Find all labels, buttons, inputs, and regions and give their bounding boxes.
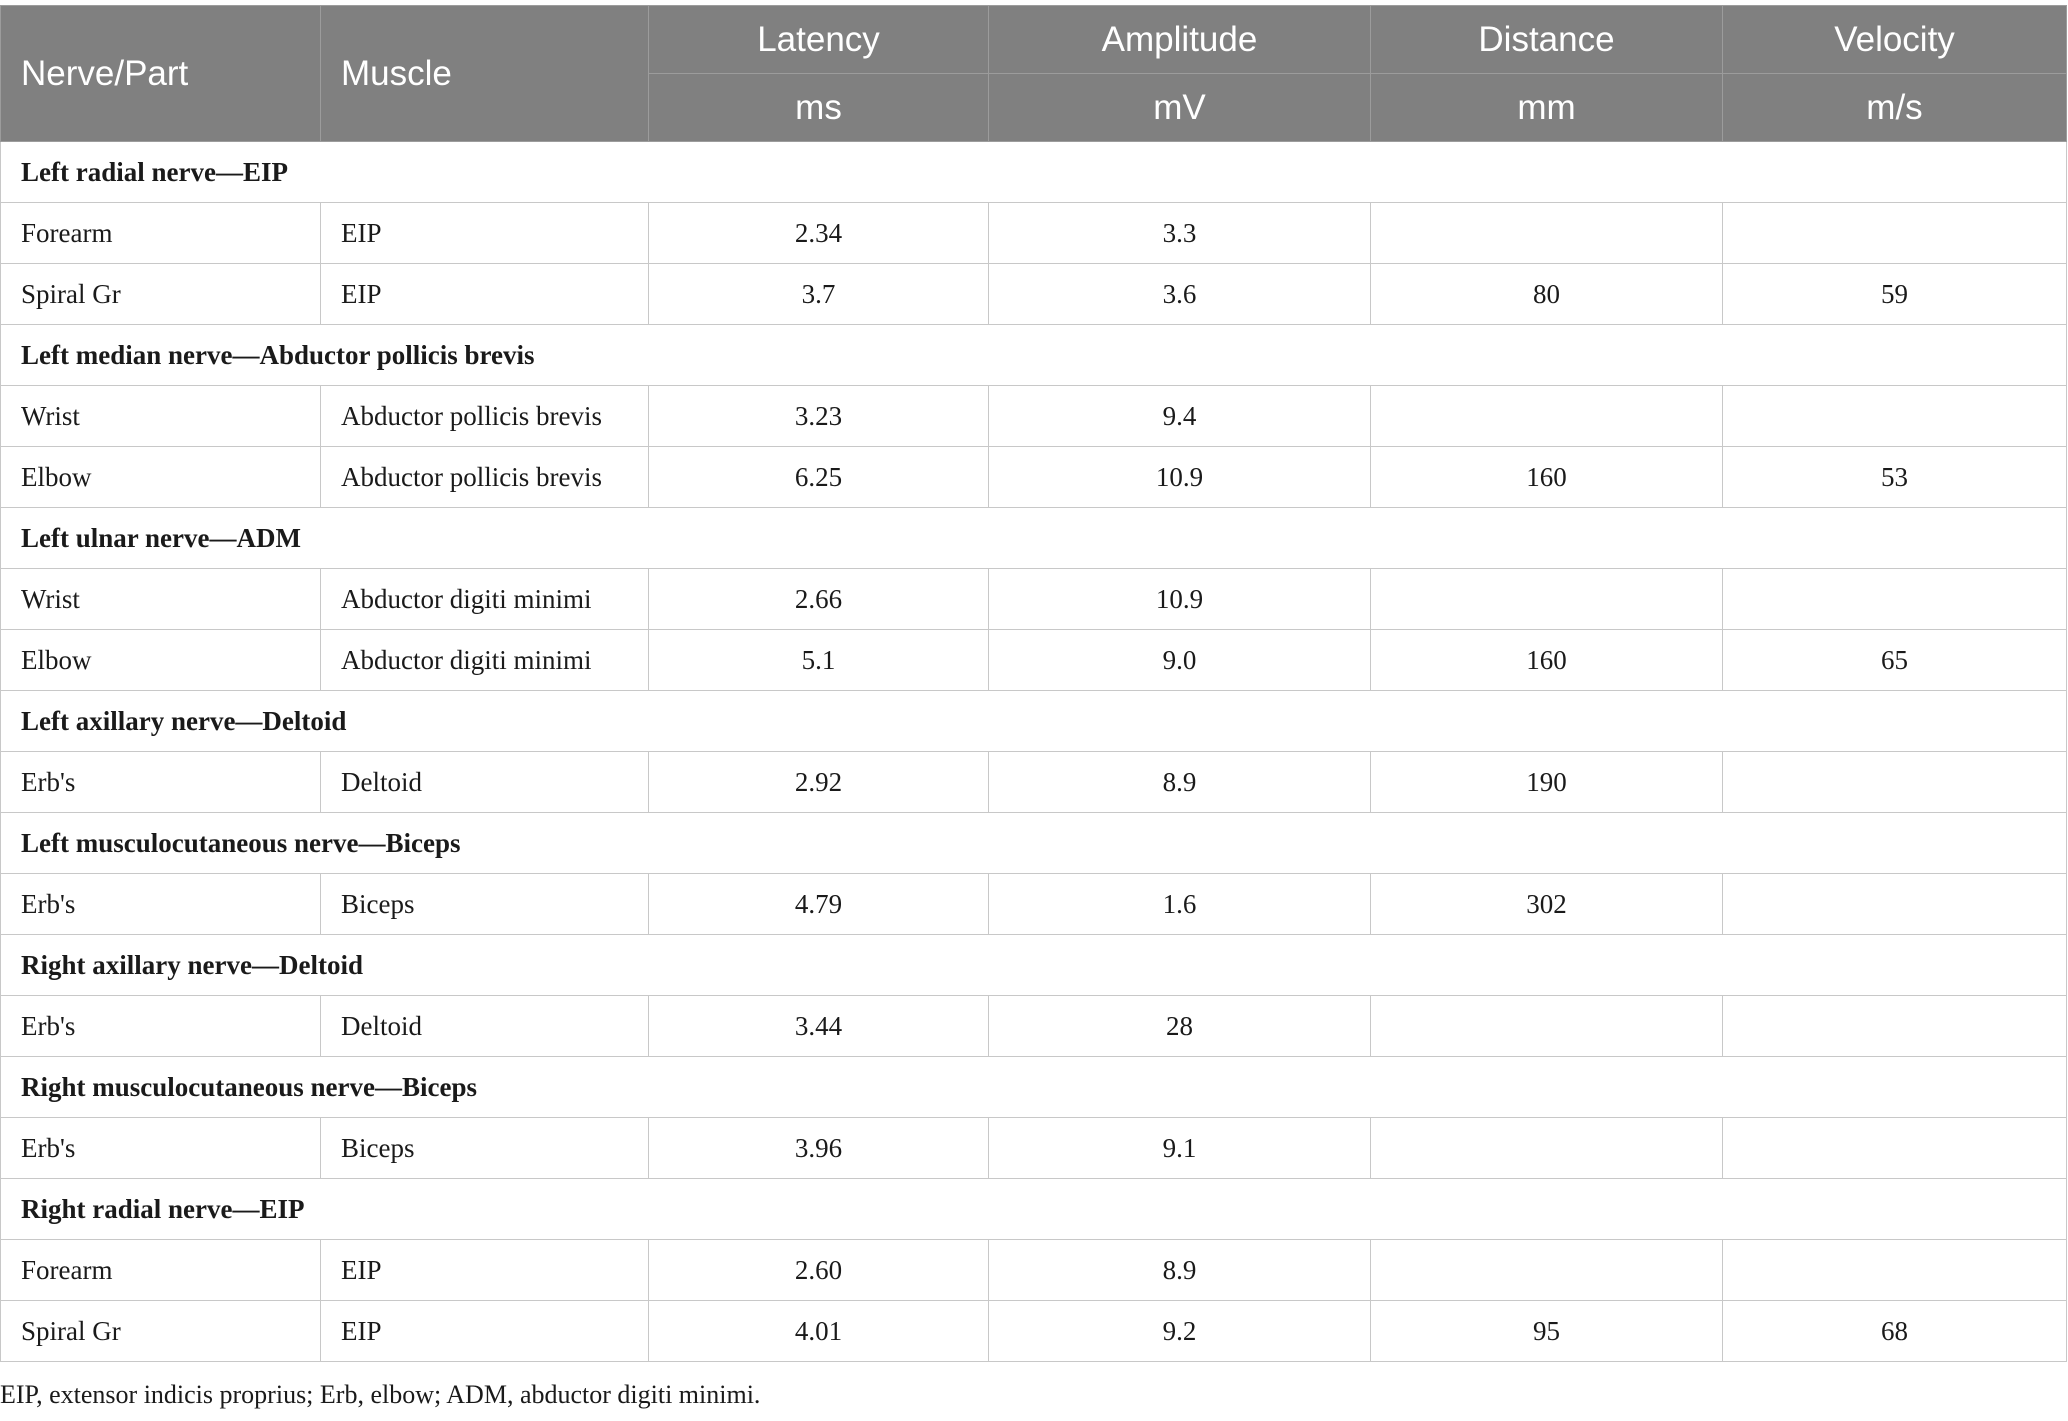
header-muscle: Muscle — [321, 6, 649, 142]
group-row — [1, 935, 2067, 996]
cell-latency: 3.96 — [649, 1118, 989, 1179]
table-container — [0, 5, 2068, 1362]
cell-muscle: Biceps — [321, 874, 649, 935]
cell-amplitude: 8.9 — [989, 752, 1371, 813]
cell-velocity — [1723, 203, 2067, 264]
cell-distance — [1371, 1118, 1723, 1179]
table-row — [1, 996, 2067, 1057]
group-title: Left musculocutaneous nerve—Biceps — [1, 813, 2067, 874]
cell-latency: 3.7 — [649, 264, 989, 325]
table-body — [1, 142, 2067, 1362]
header-nerve-part: Nerve/Part — [1, 6, 321, 142]
table-row — [1, 1118, 2067, 1179]
cell-distance — [1371, 996, 1723, 1057]
cell-nerve-part: Spiral Gr — [1, 264, 321, 325]
header-distance-unit: mm — [1371, 74, 1723, 142]
header-distance: Distance — [1371, 6, 1723, 74]
cell-nerve-part: Erb's — [1, 752, 321, 813]
table-row — [1, 1240, 2067, 1301]
cell-nerve-part: Elbow — [1, 630, 321, 691]
header-velocity: Velocity — [1723, 6, 2067, 74]
table-row — [1, 752, 2067, 813]
table-row — [1, 447, 2067, 508]
cell-muscle: EIP — [321, 203, 649, 264]
cell-nerve-part: Erb's — [1, 996, 321, 1057]
cell-amplitude: 9.1 — [989, 1118, 1371, 1179]
table-row — [1, 264, 2067, 325]
cell-velocity — [1723, 569, 2067, 630]
cell-velocity — [1723, 1240, 2067, 1301]
cell-nerve-part: Forearm — [1, 203, 321, 264]
cell-muscle: Deltoid — [321, 996, 649, 1057]
group-row — [1, 691, 2067, 752]
cell-amplitude: 10.9 — [989, 447, 1371, 508]
cell-distance: 95 — [1371, 1301, 1723, 1362]
table-row — [1, 203, 2067, 264]
cell-distance — [1371, 569, 1723, 630]
cell-velocity — [1723, 752, 2067, 813]
cell-velocity — [1723, 996, 2067, 1057]
cell-muscle: EIP — [321, 1240, 649, 1301]
cell-distance: 190 — [1371, 752, 1723, 813]
cell-velocity — [1723, 874, 2067, 935]
cell-distance — [1371, 203, 1723, 264]
nerve-conduction-table — [0, 5, 2067, 1362]
table-footnote: EIP, extensor indicis proprius; Erb, elbow; ADM, abductor digiti minimi. — [0, 1380, 761, 1409]
group-title: Left axillary nerve—Deltoid — [1, 691, 2067, 752]
cell-amplitude: 9.2 — [989, 1301, 1371, 1362]
cell-velocity: 59 — [1723, 264, 2067, 325]
group-title: Right musculocutaneous nerve—Biceps — [1, 1057, 2067, 1118]
cell-latency: 4.79 — [649, 874, 989, 935]
cell-latency: 2.60 — [649, 1240, 989, 1301]
cell-nerve-part: Wrist — [1, 386, 321, 447]
cell-nerve-part: Erb's — [1, 874, 321, 935]
group-title: Left radial nerve—EIP — [1, 142, 2067, 203]
group-title: Left ulnar nerve—ADM — [1, 508, 2067, 569]
group-row — [1, 1057, 2067, 1118]
cell-muscle: Abductor pollicis brevis — [321, 386, 649, 447]
cell-latency: 5.1 — [649, 630, 989, 691]
cell-distance — [1371, 1240, 1723, 1301]
cell-amplitude: 10.9 — [989, 569, 1371, 630]
table-header — [1, 6, 2067, 142]
cell-nerve-part: Erb's — [1, 1118, 321, 1179]
cell-velocity: 53 — [1723, 447, 2067, 508]
group-row — [1, 508, 2067, 569]
group-title: Left median nerve—Abductor pollicis brevis — [1, 325, 2067, 386]
group-title: Right radial nerve—EIP — [1, 1179, 2067, 1240]
cell-muscle: Abductor pollicis brevis — [321, 447, 649, 508]
cell-latency: 2.34 — [649, 203, 989, 264]
cell-muscle: Biceps — [321, 1118, 649, 1179]
cell-muscle: Deltoid — [321, 752, 649, 813]
group-title: Right axillary nerve—Deltoid — [1, 935, 2067, 996]
cell-nerve-part: Forearm — [1, 1240, 321, 1301]
cell-latency: 2.66 — [649, 569, 989, 630]
cell-distance: 160 — [1371, 447, 1723, 508]
table-row — [1, 1301, 2067, 1362]
group-row — [1, 325, 2067, 386]
header-velocity-unit: m/s — [1723, 74, 2067, 142]
cell-muscle: Abductor digiti minimi — [321, 569, 649, 630]
cell-velocity: 65 — [1723, 630, 2067, 691]
cell-latency: 2.92 — [649, 752, 989, 813]
cell-amplitude: 3.6 — [989, 264, 1371, 325]
cell-velocity — [1723, 386, 2067, 447]
cell-velocity: 68 — [1723, 1301, 2067, 1362]
cell-distance: 302 — [1371, 874, 1723, 935]
cell-muscle: EIP — [321, 1301, 649, 1362]
cell-amplitude: 1.6 — [989, 874, 1371, 935]
cell-velocity — [1723, 1118, 2067, 1179]
header-amplitude: Amplitude — [989, 6, 1371, 74]
cell-latency: 6.25 — [649, 447, 989, 508]
cell-latency: 4.01 — [649, 1301, 989, 1362]
group-row — [1, 813, 2067, 874]
header-amplitude-unit: mV — [989, 74, 1371, 142]
table-row — [1, 874, 2067, 935]
cell-latency: 3.44 — [649, 996, 989, 1057]
cell-distance — [1371, 386, 1723, 447]
cell-nerve-part: Elbow — [1, 447, 321, 508]
cell-amplitude: 28 — [989, 996, 1371, 1057]
cell-amplitude: 9.0 — [989, 630, 1371, 691]
cell-distance: 80 — [1371, 264, 1723, 325]
cell-muscle: EIP — [321, 264, 649, 325]
table-row — [1, 630, 2067, 691]
cell-latency: 3.23 — [649, 386, 989, 447]
cell-amplitude: 9.4 — [989, 386, 1371, 447]
cell-amplitude: 3.3 — [989, 203, 1371, 264]
cell-muscle: Abductor digiti minimi — [321, 630, 649, 691]
cell-distance: 160 — [1371, 630, 1723, 691]
cell-nerve-part: Spiral Gr — [1, 1301, 321, 1362]
cell-amplitude: 8.9 — [989, 1240, 1371, 1301]
table-row — [1, 569, 2067, 630]
table-row — [1, 386, 2067, 447]
group-row — [1, 1179, 2067, 1240]
cell-nerve-part: Wrist — [1, 569, 321, 630]
header-latency-unit: ms — [649, 74, 989, 142]
header-latency: Latency — [649, 6, 989, 74]
group-row — [1, 142, 2067, 203]
